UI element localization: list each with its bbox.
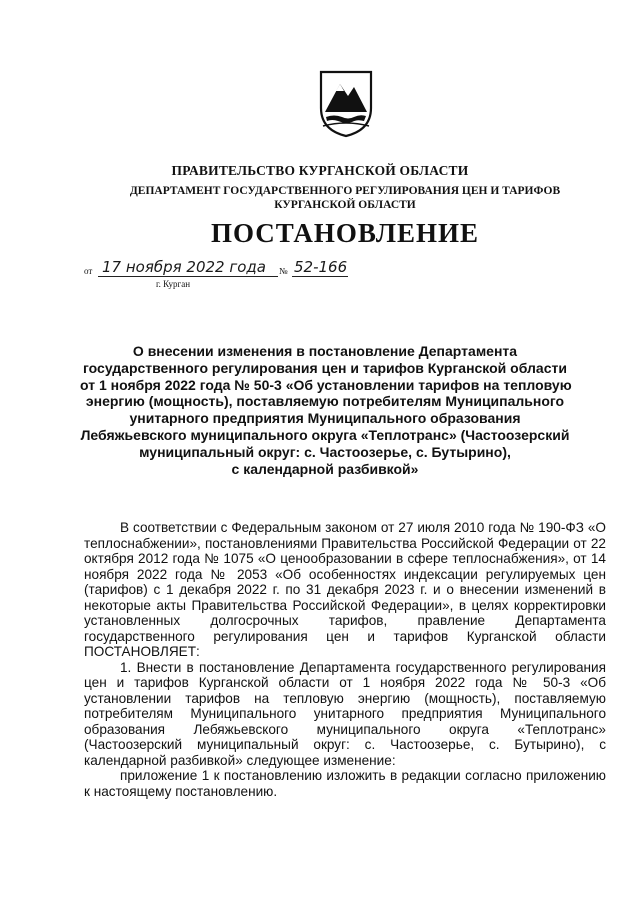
heading-line: энергию (мощность), поставляемую потребителям Муниципального [85,393,565,410]
document-type-title: ПОСТАНОВЛЕНИЕ [210,218,480,248]
heading-line: О внесении изменения в постановление Департамента [132,343,518,359]
heading-line: унитарного предприятия Муниципального образования [129,410,521,427]
body-paragraph-amendment: приложение 1 к постановлению изложить в редакции согласно приложению к настоящему постановлению. [84,768,606,799]
city-label: г. Курган [156,279,191,289]
heading-line: государственного регулирования цен и тарифов Курганской области [83,359,567,376]
heading-line: Лебяжьевского муниципального округа «Теплотранс» (Частоозерский [80,426,570,443]
number-label: № [279,266,288,276]
department-name-line1: ДЕПАРТАМЕНТ ГОСУДАРСТВЕННОГО РЕГУЛИРОВАНИЯ ЦЕН И ТАРИФОВ [129,185,561,197]
number-underline [292,276,348,277]
body-paragraph-preamble: В соответствии с Федеральным законом от 27 июля 2010 года № 190-ФЗ «О теплоснабжении», постановлениями Правительства Российской Федерации от 22 октября 2012 года № 1075 «О ценообразовании в сфере теплоснабжения», от 14 ноября 2022 года № 2053 «Об особенностях индексации регулируемых цен (тарифов) с 1 декабря 2022 г. по 31 декабря 2023 г. и о внесении изменений в некоторые акты Правительства Российской Федерации», в целях корректировки установленных долгосрочных тарифов, правление Департамента государственного регулирования цен и тарифов Курганской области ПОСТАНОВЛЯЕТ: [84,520,606,659]
body-text [84,520,606,799]
heading-line: с календарной разбивкой» [231,460,419,477]
heading-line: муниципальный округ: с. Частоозерье, с. Бутырино), [139,443,511,460]
handwritten-date: 17 ноября 2022 года [102,258,266,276]
department-name [100,184,590,212]
resolution-heading [80,343,570,477]
department-name-line2: КУРГАНСКОЙ ОБЛАСТИ [274,199,416,211]
date-line [84,260,384,300]
coat-of-arms-icon [318,68,374,138]
from-label: от [84,266,93,276]
date-underline [98,276,278,277]
heading-line: от 1 ноября 2022 года № 50-3 «Об установлении тарифов на тепловую [80,376,572,393]
handwritten-number: 52-166 [294,258,348,276]
government-name: ПРАВИТЕЛЬСТВО КУРГАНСКОЙ ОБЛАСТИ [171,163,469,178]
body-paragraph-item-1: 1. Внести в постановление Департамента государственного регулирования цен и тарифов Курганской области от 1 ноября 2022 года № 50-3 «Об установлении тарифов на тепловую энергию (мощность), поставляемую потребителям Муниципального унитарного предприятия Муниципального образования Лебяжьевского муниципального округа «Теплотранс» (Частоозерский муниципальный округ: с. Частоозерье, с. Бутырино), с календарной разбивкой» следующее изменение: [84,659,606,768]
